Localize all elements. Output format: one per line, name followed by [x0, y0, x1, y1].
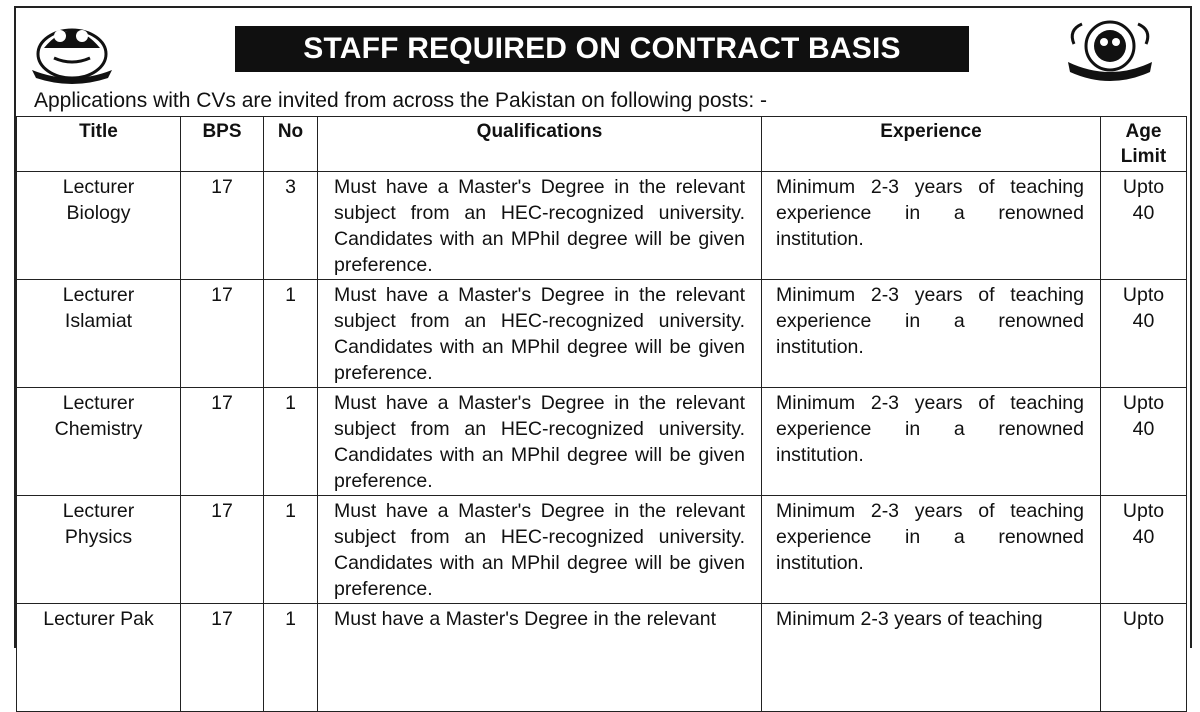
bps-cell: 17 [181, 388, 264, 496]
bps-cell: 17 [181, 172, 264, 280]
age-limit-cell [1101, 496, 1187, 604]
posts-count-cell: 3 [264, 172, 318, 280]
header-age-limit [1101, 117, 1187, 172]
table-row [17, 496, 1187, 604]
post-title-line1: Lecturer [62, 176, 135, 198]
bps-cell: 17 [181, 496, 264, 604]
post-title-cell [17, 604, 181, 712]
header-experience: Experience [762, 117, 1101, 172]
age-limit-line2: 40 [1132, 526, 1155, 548]
post-title-line2: Physics [64, 526, 133, 548]
post-title-line2: Biology [66, 202, 131, 224]
experience-cell: Minimum 2-3 years of teaching experience in a renowned institution. [762, 172, 1101, 280]
experience-cell: Minimum 2-3 years of teaching [762, 604, 1101, 712]
posts-count-cell: 1 [264, 280, 318, 388]
post-title-line1: Lecturer [62, 392, 135, 414]
post-title-cell [17, 496, 181, 604]
age-limit-line1: Upto [1122, 392, 1165, 414]
post-title-line2: Islamiat [64, 310, 133, 332]
age-limit-cell [1101, 388, 1187, 496]
header-no: No [264, 117, 318, 172]
bps-cell: 17 [181, 604, 264, 712]
table-row [17, 172, 1187, 280]
qualifications-cell: Must have a Master's Degree in the relevant subject from an HEC-recognized university. Candidates with an MPhil degree will be given preference. [318, 388, 762, 496]
qualifications-cell: Must have a Master's Degree in the relevant subject from an HEC-recognized university. Candidates with an MPhil degree will be given preference. [318, 172, 762, 280]
posts-count-cell: 1 [264, 496, 318, 604]
posts-table [16, 116, 1187, 712]
qualifications-cell: Must have a Master's Degree in the relevant subject from an HEC-recognized university. Candidates with an MPhil degree will be given preference. [318, 280, 762, 388]
age-limit-line1: Upto [1122, 284, 1165, 306]
header-age-line2: Limit [1120, 146, 1167, 167]
experience-cell: Minimum 2-3 years of teaching experience in a renowned institution. [762, 496, 1101, 604]
header-qualifications: Qualifications [318, 117, 762, 172]
qualifications-cell: Must have a Master's Degree in the relevant subject from an HEC-recognized university. Candidates with an MPhil degree will be given preference. [318, 496, 762, 604]
table-header-row [17, 117, 1187, 172]
table-row [17, 280, 1187, 388]
post-title-line2: Chemistry [54, 418, 143, 440]
header-bps: BPS [181, 117, 264, 172]
table-row [17, 604, 1187, 712]
institution-emblem-left [24, 14, 120, 84]
post-title-cell [17, 172, 181, 280]
post-title-cell [17, 388, 181, 496]
posts-count-cell: 1 [264, 604, 318, 712]
institution-emblem-right [1060, 16, 1160, 86]
age-limit-cell [1101, 280, 1187, 388]
post-title-cell [17, 280, 181, 388]
post-title-line1: Lecturer Pak [43, 608, 154, 630]
header-title: Title [17, 117, 181, 172]
bps-cell: 17 [181, 280, 264, 388]
posts-count-cell: 1 [264, 388, 318, 496]
experience-cell: Minimum 2-3 years of teaching experience in a renowned institution. [762, 280, 1101, 388]
age-limit-line1: Upto [1122, 608, 1165, 630]
post-title-line1: Lecturer [62, 284, 135, 306]
age-limit-line1: Upto [1122, 500, 1165, 522]
age-limit-line2: 40 [1132, 418, 1155, 440]
age-limit-line2: 40 [1132, 310, 1155, 332]
advert-heading: STAFF REQUIRED ON CONTRACT BASIS [235, 26, 969, 72]
table-row [17, 388, 1187, 496]
age-limit-cell [1101, 172, 1187, 280]
age-limit-line1: Upto [1122, 176, 1165, 198]
intro-text: Applications with CVs are invited from across the Pakistan on following posts: - [34, 89, 768, 112]
post-title-line1: Lecturer [62, 500, 135, 522]
header-age-line1: Age [1125, 121, 1162, 142]
experience-cell: Minimum 2-3 years of teaching experience in a renowned institution. [762, 388, 1101, 496]
qualifications-cell: Must have a Master's Degree in the relevant [318, 604, 762, 712]
age-limit-cell [1101, 604, 1187, 712]
age-limit-line2: 40 [1132, 202, 1155, 224]
